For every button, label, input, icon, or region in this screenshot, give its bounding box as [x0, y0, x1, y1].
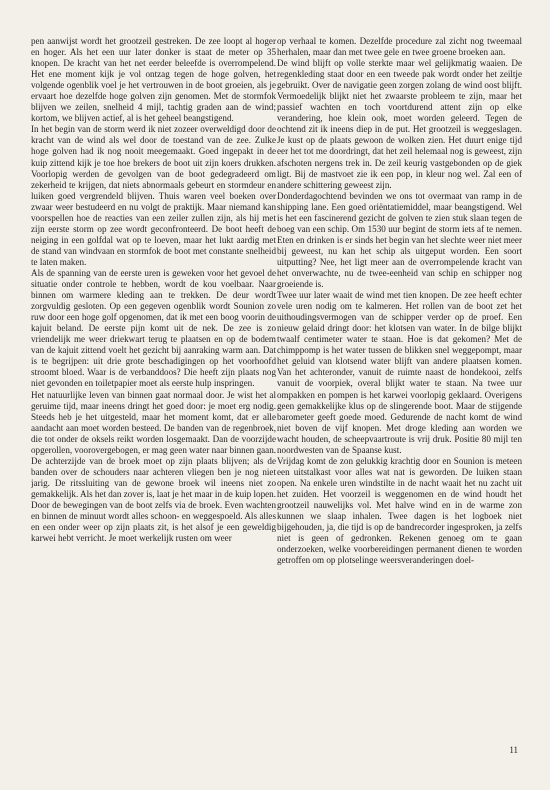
page-number: 11: [509, 745, 518, 755]
left-text-column: [31, 36, 276, 762]
paragraph: Als de spanning van de eerste uren is geweken voor het gevoel de situatie onder controle te hebben, wordt de kou voelbaar. Naar binnen om warmere kleding aan te trekken. De deur wordt zorgvuldig gesloten. Op een gegeven ogenblik wordt Sounion zo ruw door een hoge golf opgenomen, dat ik met een boog voorin de kajuit beland. De eerste pijn komt uit de nek. De zee is zo vriendelijk me weer driekwart terug te plaatsen en op de bodem van de kajuit zittend voelt het gezicht bij aanraking warm aan. Dat is te begrijpen: uit drie grote beschadigingen op het voorhoofd stroomt bloed. Waar is de verbanddoos? Die heeft zijn plaats nog niet gevonden en toiletpapier moet als eerste hulp inspringen.: [31, 267, 276, 389]
paragraph: De wind blijft op volle sterkte maar wel gelijkmatig waaien. De regenkleding staat door en een tweede pak wordt onder het zeiltje gebruikt. Over de navigatie geen zorgen zolang de wind oost blijft. Vermoedelijk blijkt niet het zwaarste probleem te zijn, maar het passief wachten en toch voortdurend attent zijn op elke verandering, hoe klein ook, moet worden geleerd. Tegen de ochtend zit ik ineens diep in de put. Het grootzeil is weggeslagen. Je kust op de plaats gewoon de wolken zien. Het duurt enige tijd eer het tot me doordringt, dat het zeil helemaal nog is geweest, zijn afschoten nergens trek in. De zeil keurig vastgebonden op de giek ligt. Bij de mastvoet zie ik een pop, in kleur nog wel. Zal een of andere schittering geweest zijn.: [277, 58, 522, 190]
paragraph: op verhaal te komen. Dezelfde procedure zal zicht nog tweemaal herhalen, maar dan met twee gele en twee groene broeken aan.: [277, 36, 522, 58]
paragraph: pen aanwijst wordt het grootzeil gestreken. De zee loopt al hoger en hoger. Als het een uur later donker is staat de meter op 35 knopen. De kracht van het net eerder beleefde is overrompelend. Het ene moment kijk je vol ontzag tegen de hoge golven, het volgende ogenblik voel je het vertrouwen in de boot groeien, als je ervaart hoe dezelfde hoge golven zijn genomen. Met de stormfok blijven we zeilen, snelheid 4 mijl, tachtig graden aan de wind; kortom, we blijven actief, al is het geheel beangstigend.: [31, 36, 276, 124]
paragraph: Vrijdag komt de zon gelukkig krachtig door en Sounion is meteen een uitstalkast voor alles wat nat is geworden. De luiken staan open. Na enkele uren windstilte in de nacht waait het nu zacht uit het zuiden. Het voorzeil is weggenomen en de wind houdt het grootzeil nauwelijks vol. Met halve wind en in de warme zon kunnen we slaap inhalen. Twee dagen is het logboek niet bijgehouden, ja, die tijd is op de bandrecorder ingesproken, ja zelfs niet is geen of gedronken. Rekenen genoeg om te gaan onderzoeken, welke voorbereidingen permanent dienen te worden getroffen om op plotselinge weersveranderingen doel-: [277, 455, 522, 566]
paragraph: In het begin van de storm werd ik niet zozeer overweldigd door de kracht van de wind als wel door de toestand van de zee. Zulke hoge golven had ik nog nooit meegemaakt. Goed ingepakt in de kuip zittend kijk je toe hoe brekers de boot uit zijn koers drukken. Voorlopig werden de gevolgen van de boot gedegradeerd om zekerheid te krijgen, dat niets abnormaals gebeurt en stormdeur en luiken goed vergrendeld blijven. Thuis waren veel boeken over zwaar weer bestudeerd en nu volgt de praktijk. Maar niemand kan voorspellen hoe de reacties van een zeiler zullen zijn, als hij met zijn eerste storm op zee wordt geconfronteerd. De boot heeft de neiging in een golfdal wat op te loeven, maar het lukt aardig met de stand van windvaan en stormfok de boot met constante snelheid te laten maken.: [31, 124, 276, 267]
paragraph: Donderdagochtend bevinden we ons tot overmaat van ramp in de shipping lane. Een goed oriëntatiemiddel, maar beangstigend. Wel is het een fascinerend gezicht de golven te zien stuk slaan tegen de boeg van een schip. Om 1530 uur begint de storm iets af te nemen. Eten en drinken is er sinds het begin van het slechte weer niet meer bij geweest, nu kan het schip als uitgeput worden. Een soort uitputting? Nee, het ligt meer aan de overrompelende kracht van het onverwachte, nu de twee-eenheid van schip en schipper nog groeiende is.: [277, 190, 522, 290]
paragraph: Het natuurlijke leven van binnen gaat normaal door. Je wist het al geruime tijd, maar ineens dringt het goed door: je moet erg nodig. Steeds heb je het uitgesteld, maar het moment komt, dat er alle aandacht aan moet worden besteed. De banden van de regenbroek, die tot onder de oksels reikt worden losgemaakt. Dan de voorzijde opgerollen, voorovergebogen, er mag geen water naar binnen gaan. De achterzijde van de broek moet op zijn plaats blijven; als de banden over de schouders naar achteren vliegen ben je nog niet jarig. De ritssluiting van de gewone broek wil ineens niet zo gemakkelijk. Als het dan zover is, laat je het maar in de kuip lopen. Door de bewegingen van de boot zelfs via de broek. Even wachten en binnen de minuut wordt alles schoon- en weggespoeld. Als alles en een onder weer op zijn plaats zit, is het alsof je een geweldig karwei hebt verricht. Je moet werkelijk rusten om weer: [31, 389, 276, 544]
paragraph: Twee uur later waait de wind met tien knopen. De zee heeft echter vele uren nodig om te kalmeren. Het rollen van de boot zet het uithoudingsvermogen van de schipper verder op de proef. Een nieuw gelaid dringt door: het klotsen van water. In de bilge blijkt twaalf centimeter water te staan. Hoe is dat gekomen? Met de chimppomp is het water tussen de blikken snel weggepompt, maar het geluid van klotsend water blijft van andere plaatsen komen. Van het achteronder, vanuit de ruimte naast de hondekooi, zelfs vanuit de voorpiek, overal blijkt water te staan. Na twee uur ompakken en pompen is het karwei voorlopig geklaard. Overigens geen gemakkelijke klus op de slingerende boot. Maar de stijgende barometer geeft goede moed. Gedurende de nacht komt de wind niet boven de vijf knopen. Met droge kleding aan worden we wacht houden, de scheepvaartroute is vrij druk. Positie 80 mijl ten noordwesten van de Spaanse kust.: [277, 290, 522, 455]
right-text-column: [277, 36, 522, 762]
